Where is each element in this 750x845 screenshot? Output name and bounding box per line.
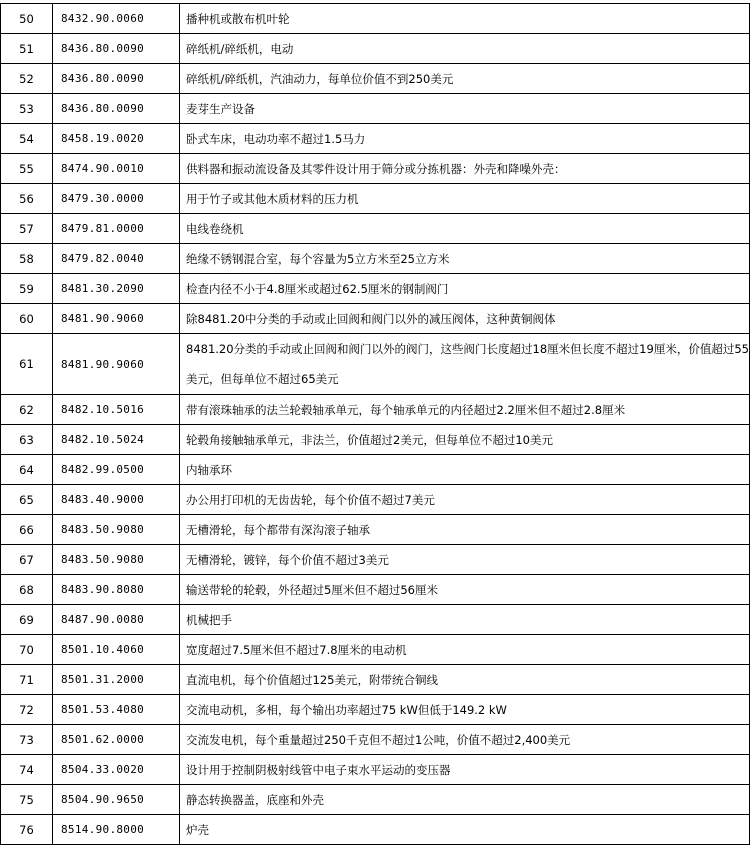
product-description: 碎纸机/碎纸机，汽油动力，每单位价值不到250美元 [180,64,750,94]
product-description: 交流电动机，多相，每个输出功率超过75 kW但低于149.2 kW [180,695,750,725]
product-description: 电线卷绕机 [180,214,750,244]
product-description: 麦芽生产设备 [180,94,750,124]
product-description: 炉壳 [180,815,750,845]
product-description: 机械把手 [180,605,750,635]
table-row [1,94,750,124]
table-row [1,545,750,575]
product-description: 无槽滑轮，镀锌，每个价值不超过3美元 [180,545,750,575]
row-number: 56 [1,184,53,214]
hts-code: 8483.50.9080 [53,545,180,575]
row-number: 64 [1,455,53,485]
product-description: 绝缘不锈钢混合室，每个容量为5立方米至25立方米 [180,244,750,274]
row-number: 68 [1,575,53,605]
row-number: 52 [1,64,53,94]
product-description: 设计用于控制阴极射线管中电子束水平运动的变压器 [180,755,750,785]
row-number: 58 [1,244,53,274]
table-row [1,214,750,244]
table-row [1,4,750,34]
table-row [1,785,750,815]
hts-code: 8481.90.9060 [53,304,180,334]
product-description: 8481.20分类的手动或止回阀和阀门以外的阀门，这些阀门长度超过18厘米但长度不超过19厘米，价值超过55美元，但每单位不超过65美元 [180,334,750,395]
row-number: 75 [1,785,53,815]
table-row [1,455,750,485]
row-number: 53 [1,94,53,124]
product-description: 轮毂角接触轴承单元，非法兰，价值超过2美元，但每单位不超过10美元 [180,425,750,455]
row-number: 66 [1,515,53,545]
table-row [1,755,750,785]
product-description: 无槽滑轮，每个都带有深沟滚子轴承 [180,515,750,545]
row-number: 70 [1,635,53,665]
hts-code: 8501.62.0000 [53,725,180,755]
hts-code: 8501.31.2000 [53,665,180,695]
hts-code: 8481.30.2090 [53,274,180,304]
table-row [1,605,750,635]
product-description: 输送带轮的轮毂，外径超过5厘米但不超过56厘米 [180,575,750,605]
table-row [1,334,750,395]
row-number: 60 [1,304,53,334]
product-description: 除8481.20中分类的手动或止回阀和阀门以外的减压阀体，这种黄铜阀体 [180,304,750,334]
row-number: 55 [1,154,53,184]
product-description: 碎纸机/碎纸机，电动 [180,34,750,64]
table-row [1,395,750,425]
row-number: 65 [1,485,53,515]
product-description: 卧式车床，电动功率不超过1.5马力 [180,124,750,154]
product-description: 播种机或散布机叶轮 [180,4,750,34]
hts-code: 8514.90.8000 [53,815,180,845]
table-row [1,34,750,64]
table-row [1,274,750,304]
table-row [1,64,750,94]
hts-code: 8481.90.9060 [53,334,180,395]
row-number: 69 [1,605,53,635]
hts-code: 8482.99.0500 [53,455,180,485]
hts-code: 8487.90.0080 [53,605,180,635]
hts-code: 8479.30.0000 [53,184,180,214]
row-number: 76 [1,815,53,845]
hts-code: 8479.82.0040 [53,244,180,274]
product-description: 用于竹子或其他木质材料的压力机 [180,184,750,214]
hts-code: 8483.50.9080 [53,515,180,545]
row-number: 67 [1,545,53,575]
product-description: 宽度超过7.5厘米但不超过7.8厘米的电动机 [180,635,750,665]
product-description: 静态转换器盖，底座和外壳 [180,785,750,815]
row-number: 61 [1,334,53,395]
product-description: 办公用打印机的无齿齿轮，每个价值不超过7美元 [180,485,750,515]
hts-code: 8483.40.9000 [53,485,180,515]
row-number: 57 [1,214,53,244]
table-row [1,304,750,334]
row-number: 74 [1,755,53,785]
row-number: 51 [1,34,53,64]
hts-code: 8482.10.5024 [53,425,180,455]
hts-code: 8458.19.0020 [53,124,180,154]
table-row [1,244,750,274]
row-number: 50 [1,4,53,34]
table-row [1,665,750,695]
hts-code: 8432.90.0060 [53,4,180,34]
hts-code: 8483.90.8080 [53,575,180,605]
tariff-table-body [1,4,750,845]
table-row [1,515,750,545]
row-number: 54 [1,124,53,154]
hts-code: 8501.10.4060 [53,635,180,665]
row-number: 73 [1,725,53,755]
tariff-table [0,3,750,845]
hts-code: 8482.10.5016 [53,395,180,425]
row-number: 59 [1,274,53,304]
table-row [1,154,750,184]
hts-code: 8504.33.0020 [53,755,180,785]
table-row [1,725,750,755]
table-row [1,815,750,845]
table-row [1,425,750,455]
product-description: 带有滚珠轴承的法兰轮毂轴承单元，每个轴承单元的内径超过2.2厘米但不超过2.8厘米 [180,395,750,425]
hts-code: 8504.90.9650 [53,785,180,815]
hts-code: 8474.90.0010 [53,154,180,184]
table-row [1,635,750,665]
hts-code: 8479.81.0000 [53,214,180,244]
product-description: 内轴承环 [180,455,750,485]
row-number: 71 [1,665,53,695]
hts-code: 8436.80.0090 [53,64,180,94]
row-number: 62 [1,395,53,425]
hts-code: 8436.80.0090 [53,34,180,64]
row-number: 63 [1,425,53,455]
product-description: 直流电机，每个价值超过125美元，附带统合铜线 [180,665,750,695]
product-description: 供料器和振动流设备及其零件设计用于筛分或分拣机器：外壳和降噪外壳： [180,154,750,184]
table-row [1,485,750,515]
product-description: 交流发电机，每个重量超过250千克但不超过1公吨，价值不超过2,400美元 [180,725,750,755]
table-row [1,575,750,605]
table-row [1,695,750,725]
row-number: 72 [1,695,53,725]
hts-code: 8501.53.4080 [53,695,180,725]
table-row [1,124,750,154]
product-description: 检查内径不小于4.8厘米或超过62.5厘米的钢制阀门 [180,274,750,304]
table-row [1,184,750,214]
hts-code: 8436.80.0090 [53,94,180,124]
